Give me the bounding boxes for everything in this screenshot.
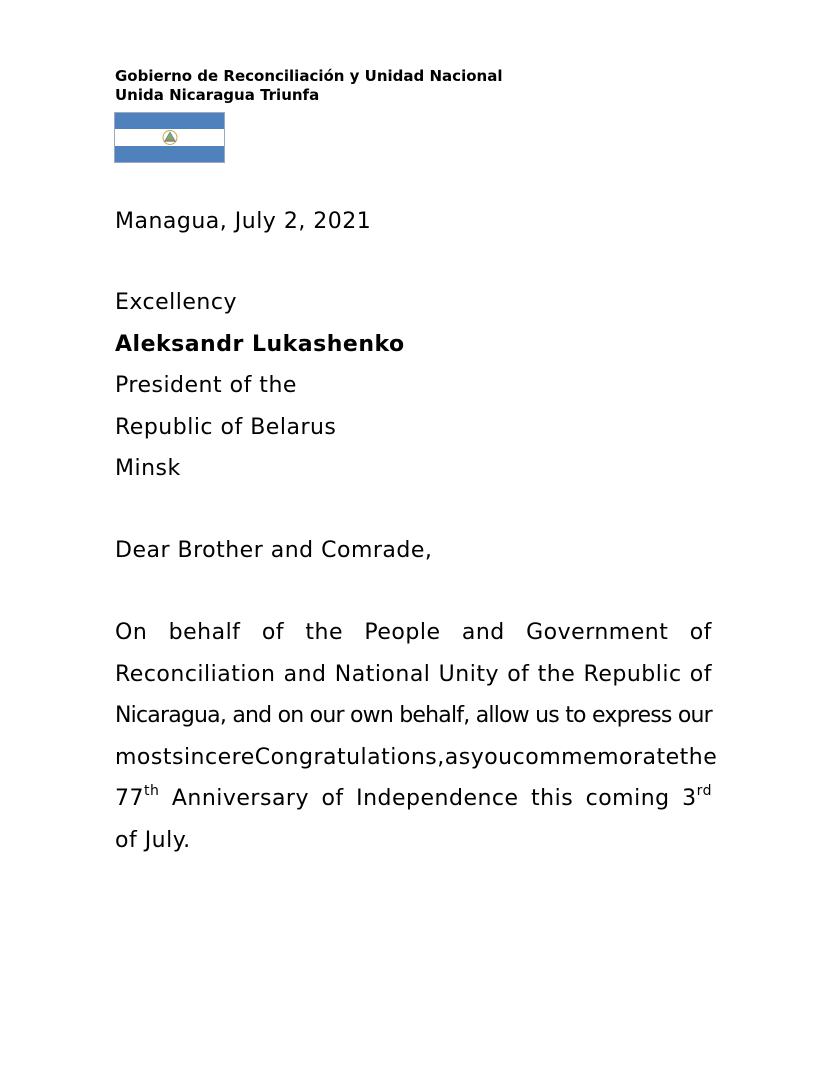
addressee-city: Minsk xyxy=(115,456,181,481)
letterhead-slogan: Unida Nicaragua Triunfa xyxy=(115,86,320,104)
body-word: as xyxy=(444,744,471,770)
body-word: Unity xyxy=(438,661,499,687)
body-line xyxy=(115,617,712,659)
independence-day: 3rd xyxy=(682,782,712,811)
body-word: the xyxy=(305,620,344,645)
addressee-name: Aleksandr Lukashenko xyxy=(115,331,405,357)
body-line xyxy=(115,742,718,784)
body-line xyxy=(115,783,712,825)
body-word: and xyxy=(461,620,505,645)
body-word: of xyxy=(689,620,712,645)
body-word: our xyxy=(309,703,344,728)
body-word: Anniversary xyxy=(171,786,309,811)
body-word: you xyxy=(470,744,513,770)
letter-date: Managua, July 2, 2021 xyxy=(115,209,372,234)
body-word: sincere xyxy=(171,744,255,770)
body-word: Reconciliation xyxy=(115,661,276,687)
body-word: On xyxy=(115,620,148,645)
body-word: allow xyxy=(475,703,529,728)
body-word: the xyxy=(679,744,718,770)
body-word: Nicaragua, xyxy=(115,703,227,728)
letterhead xyxy=(115,67,502,105)
addressee-title-line2: Republic of Belarus xyxy=(115,414,337,440)
addressee-block xyxy=(115,287,405,495)
body-line xyxy=(115,700,712,742)
body-word: coming xyxy=(585,786,670,811)
body-word: commemorate xyxy=(512,744,680,770)
addressee-title-line1: President of the xyxy=(115,373,297,398)
body-word: the xyxy=(537,661,576,687)
anniversary-number: 77th xyxy=(115,782,160,811)
body-word: of xyxy=(321,786,344,811)
body-word: Government xyxy=(526,620,669,645)
body-word: Congratulations, xyxy=(254,744,445,770)
body-word: Independence xyxy=(356,786,519,811)
body-word: own xyxy=(350,703,393,728)
body-word: and xyxy=(232,703,272,728)
body-word: most xyxy=(115,744,172,770)
ordinal-suffix: th xyxy=(144,782,160,799)
body-word: us xyxy=(535,703,559,728)
addressee-honorific: Excellency xyxy=(115,290,237,315)
nicaragua-flag-icon xyxy=(114,112,225,163)
body-word: express xyxy=(592,703,672,728)
body-word: of xyxy=(261,620,285,645)
body-word: of xyxy=(507,661,530,687)
body-word: of xyxy=(689,661,712,687)
body-word: behalf, xyxy=(399,703,470,728)
ordinal-suffix: rd xyxy=(696,782,712,799)
letter-body-paragraph xyxy=(115,617,718,866)
body-word: People xyxy=(364,620,441,645)
body-word: behalf xyxy=(168,620,241,645)
body-word: this xyxy=(531,786,574,811)
body-word: and xyxy=(283,661,327,687)
letterhead-government-name: Gobierno de Reconciliación y Unidad Nacional xyxy=(115,67,503,85)
body-word: our xyxy=(677,703,712,728)
body-word: National xyxy=(334,661,431,687)
body-word: Republic xyxy=(583,661,682,687)
body-word: on xyxy=(277,703,304,728)
body-line xyxy=(115,659,712,701)
body-word: to xyxy=(565,703,586,728)
body-line-final: of July. xyxy=(115,827,191,853)
salutation: Dear Brother and Comrade, xyxy=(115,538,433,563)
